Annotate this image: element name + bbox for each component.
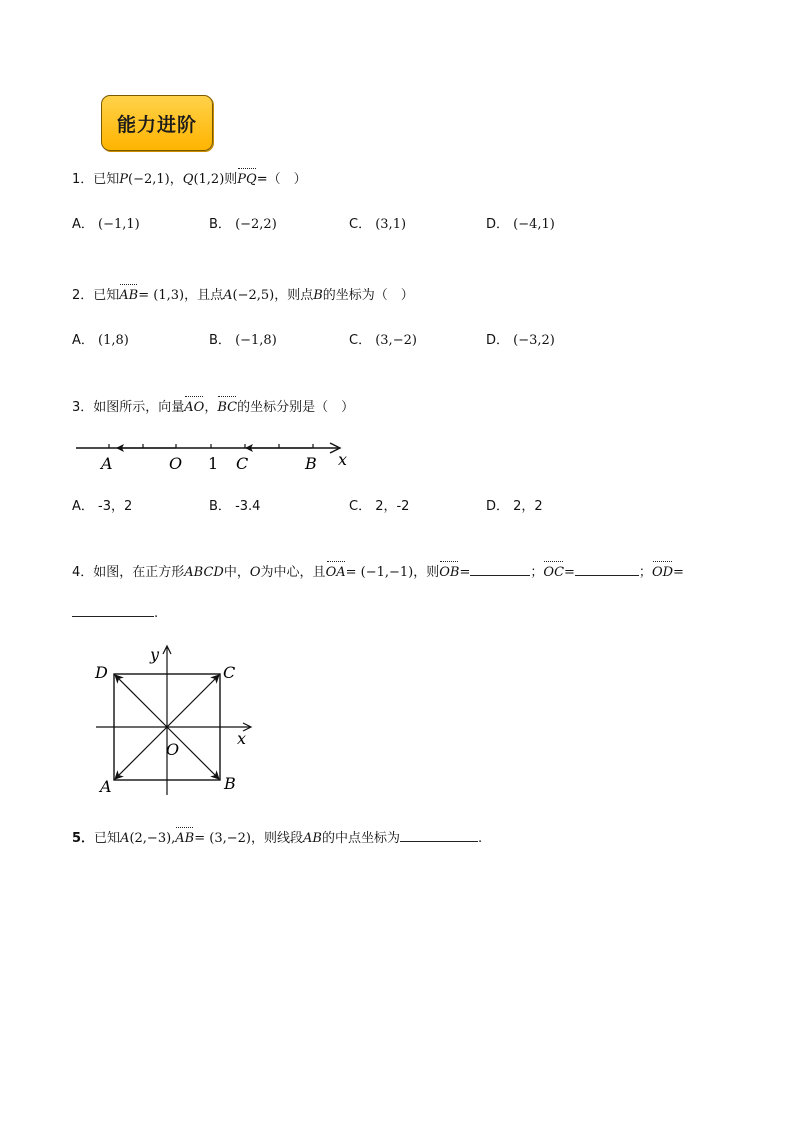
label-a: A [101, 454, 113, 473]
label-o: O [169, 454, 183, 473]
question-text: ，则 [413, 565, 440, 580]
option-d[interactable]: D． 2，2 [486, 499, 543, 514]
option-a[interactable]: A． (1,8) [72, 333, 129, 348]
question-text: 的坐标为（ ） [322, 288, 414, 303]
label-one: 1 [208, 454, 219, 473]
question-text: 的坐标分别是（ ） [237, 400, 355, 415]
option-b[interactable]: B． (−2,2) [209, 217, 277, 232]
section-badge [101, 95, 213, 151]
question-text: 如图所示，向量 [93, 400, 185, 415]
option-a[interactable]: A． (−1,1) [72, 217, 140, 232]
square-figure [92, 640, 262, 800]
answer-blank-ob[interactable] [470, 562, 530, 576]
question-text: 已知 [93, 288, 120, 303]
question-number: 4． [72, 565, 94, 580]
label-b: B [224, 774, 236, 793]
label-c: C [223, 663, 236, 682]
point-label: B [313, 288, 323, 303]
question-number: 2． [72, 288, 94, 303]
point-label: A [120, 831, 130, 846]
label-x: x [237, 729, 247, 748]
q2-options [72, 329, 772, 349]
section-badge-label: 能力进阶 [116, 113, 197, 136]
vector-value: = (−1,−1) [345, 565, 414, 580]
point-label: A [223, 288, 233, 303]
vector-label: PQ [237, 170, 256, 190]
option-d[interactable]: D． (−4,1) [486, 217, 555, 232]
option-a[interactable]: A． -3，2 [72, 499, 133, 514]
question-text: 已知 [94, 831, 121, 846]
question-number: 5． [72, 831, 95, 846]
point-label: P [119, 172, 129, 187]
vector-label: OC [543, 563, 564, 583]
number-line-figure [72, 436, 362, 476]
vector-label: OD [652, 563, 673, 583]
answer-blank-od[interactable] [72, 603, 154, 617]
question-4-cont: . [72, 603, 158, 624]
question-4: 4．如图，在正方形ABCD中，O为中心，且OA= (−1,−1)，则OB= ；OC= ；OD= [72, 562, 684, 583]
coordinate: (1,2) [193, 172, 225, 187]
question-text: 中， [223, 565, 250, 580]
question-text: 则 [224, 172, 238, 187]
question-5: 5．已知A(2,−3),AB= (3,−2)，则线段AB的中点坐标为 . [72, 828, 482, 849]
label-a: A [100, 777, 112, 796]
separator: ， [169, 172, 183, 187]
vector-label: OB [439, 563, 459, 583]
question-number: 3． [72, 400, 94, 415]
question-number: 1． [72, 172, 94, 187]
q1-options [72, 213, 772, 233]
option-c[interactable]: C． 2，-2 [349, 499, 410, 514]
label-o: O [166, 740, 180, 759]
vector-label: AB [175, 829, 194, 849]
label-x: x [338, 450, 348, 469]
answer-blank-oc[interactable] [575, 562, 639, 576]
vector-label: AB [119, 286, 138, 306]
question-text: ，则线段 [251, 831, 304, 846]
coordinate: (−2,5) [232, 288, 275, 303]
question-1 [72, 170, 307, 190]
question-text: 的中点坐标为 [321, 831, 400, 846]
option-d[interactable]: D． (−3,2) [486, 333, 555, 348]
option-c[interactable]: C． (3,1) [349, 217, 407, 232]
vector-value: = (1,3) [138, 288, 185, 303]
label-y: y [150, 645, 160, 664]
point-label: Q [182, 172, 194, 187]
segment-label: AB [303, 831, 322, 846]
vector-value: = (3,−2) [194, 831, 251, 846]
question-text: 如图，在正方形 [93, 565, 185, 580]
coordinate: (−2,1) [128, 172, 170, 187]
option-c[interactable]: C． (3,−2) [349, 333, 417, 348]
answer-bracket: =（ ） [256, 172, 307, 187]
question-text: ，且点 [184, 288, 224, 303]
label-d: D [95, 663, 108, 682]
question-2 [72, 286, 414, 306]
question-text: 已知 [93, 172, 120, 187]
vector-label: AO [184, 398, 204, 418]
point-label: O [249, 565, 261, 580]
vector-od-arrow [115, 675, 167, 727]
label-c: C [236, 454, 249, 473]
question-text: ，则点 [274, 288, 314, 303]
q3-options [72, 495, 772, 515]
answer-blank-midpoint[interactable] [400, 828, 478, 842]
square-label: ABCD [184, 565, 224, 580]
option-b[interactable]: B． (−1,8) [209, 333, 277, 348]
separator: ， [204, 400, 218, 415]
option-b[interactable]: B． -3.4 [209, 499, 261, 514]
vector-label: BC [217, 398, 237, 418]
vector-label: OA [326, 563, 346, 583]
vector-oa-arrow [115, 727, 167, 779]
question-text: 为中心，且 [260, 565, 326, 580]
coordinate: (2,−3), [129, 831, 176, 846]
vector-oc-arrow [167, 675, 219, 727]
question-3 [72, 398, 354, 418]
label-b: B [305, 454, 317, 473]
